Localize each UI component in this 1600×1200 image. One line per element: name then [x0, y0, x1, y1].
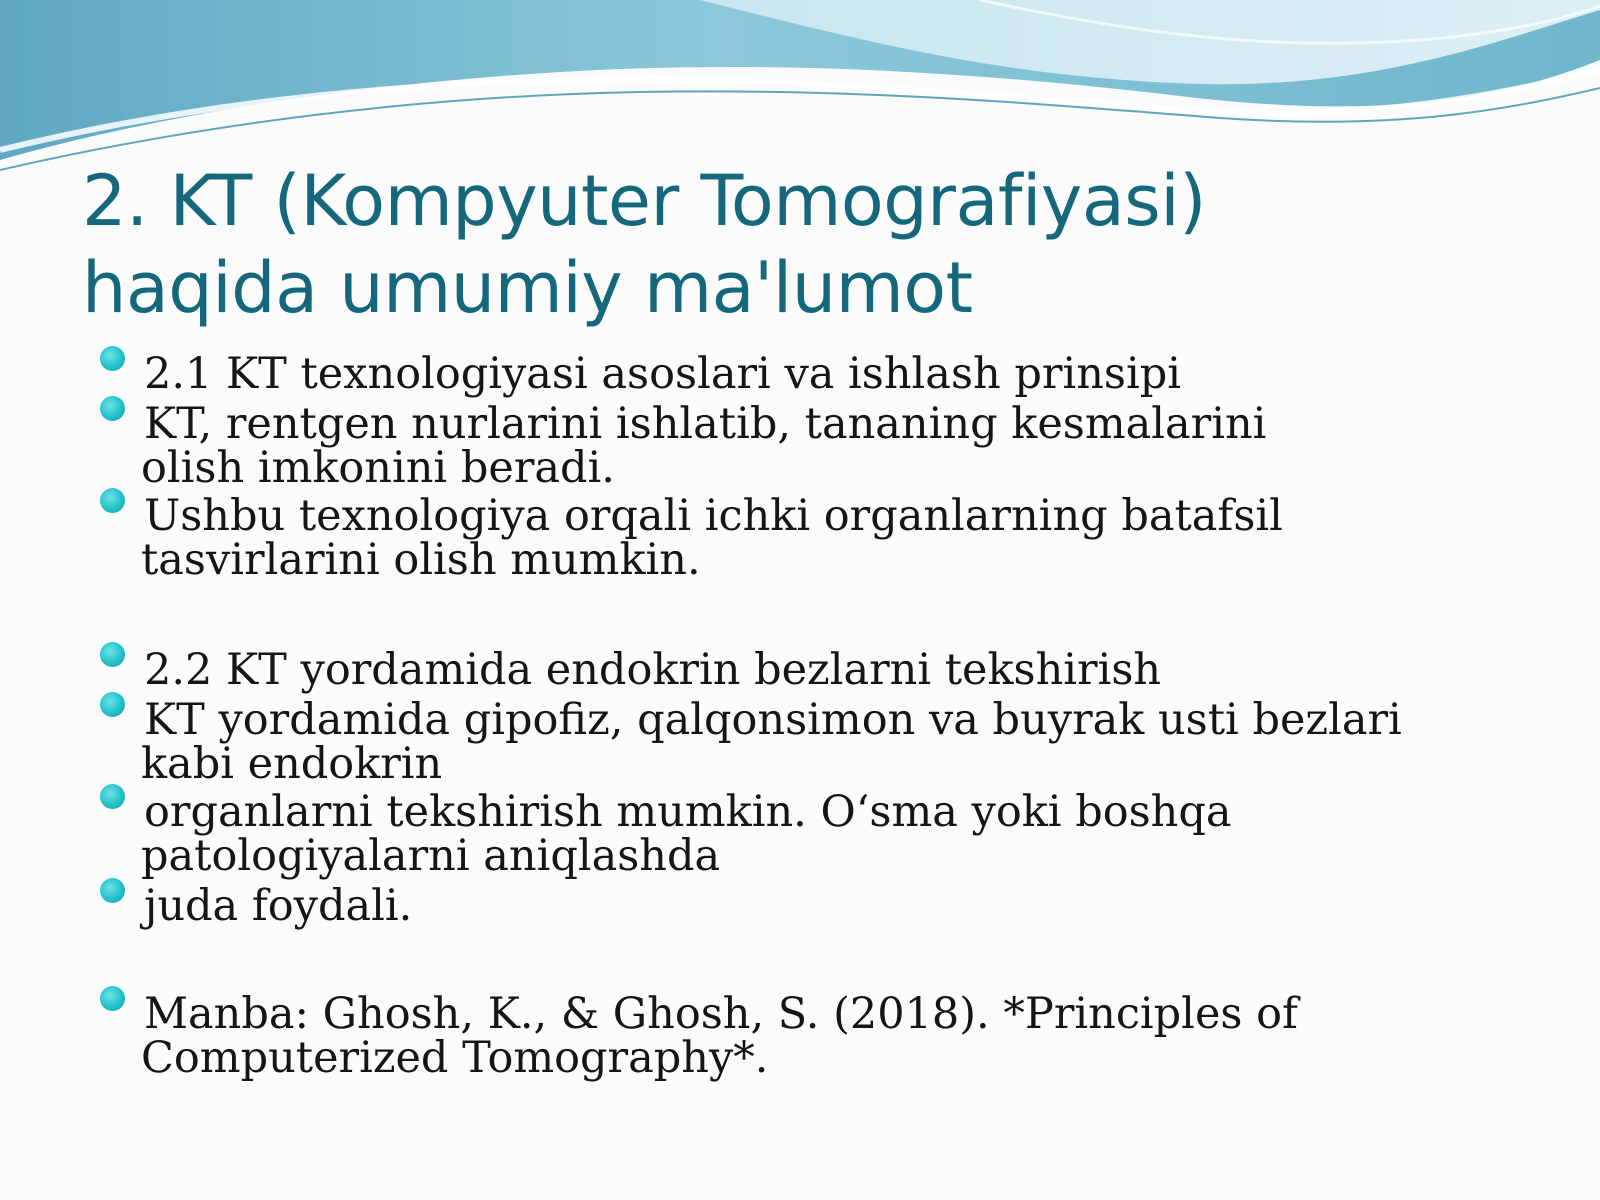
- bullet-dot-icon: [100, 396, 125, 421]
- list-item: [144, 349, 1564, 399]
- list-item-text: juda foydali.: [144, 881, 413, 931]
- list-item: [141, 399, 1364, 493]
- bullet-dot-icon: [100, 986, 125, 1011]
- slide-title-line-2: haqida umumiy ma'lumot: [82, 247, 973, 329]
- bullet-dot-icon: [100, 488, 125, 513]
- list-item-text: Manba: Ghosh, K., & Ghosh, S. (2018). *Principles of Computerized Tomography*.: [141, 989, 1298, 1083]
- bullet-dot-icon: [100, 878, 125, 903]
- bullet-dot-icon: [100, 692, 125, 717]
- list-item-text: 2.2 KT yordamida endokrin bezlarni tekshirish: [144, 645, 1162, 695]
- list-item: [144, 881, 1564, 931]
- bullet-dot-icon: [100, 784, 125, 809]
- slide-title-line-1: 2. KT (Kompyuter Tomografiyasi): [82, 160, 1206, 242]
- list-item: [144, 645, 1564, 695]
- list-item-text: KT yordamida gipofiz, qalqonsimon va buyrak usti bezlari kabi endokrin: [141, 695, 1402, 789]
- list-item: [141, 989, 1304, 1083]
- bullet-dot-icon: [100, 642, 125, 667]
- list-item: [141, 695, 1484, 789]
- list-item-text: organlarni tekshirish mumkin. O‘sma yoki boshqa patologiyalarni aniqlashda: [141, 787, 1232, 881]
- list-item-text: KT, rentgen nurlarini ishlatib, tananing kesmalarini olish imkonini beradi.: [141, 399, 1267, 493]
- bullet-dot-icon: [100, 346, 125, 371]
- list-item: [141, 491, 1304, 585]
- list-item-text: Ushbu texnologiya orqali ichki organlarning batafsil tasvirlarini olish mumkin.: [141, 491, 1283, 585]
- list-item-text: 2.1 KT texnologiyasi asoslari va ishlash prinsipi: [144, 349, 1181, 399]
- list-item: [141, 787, 1284, 881]
